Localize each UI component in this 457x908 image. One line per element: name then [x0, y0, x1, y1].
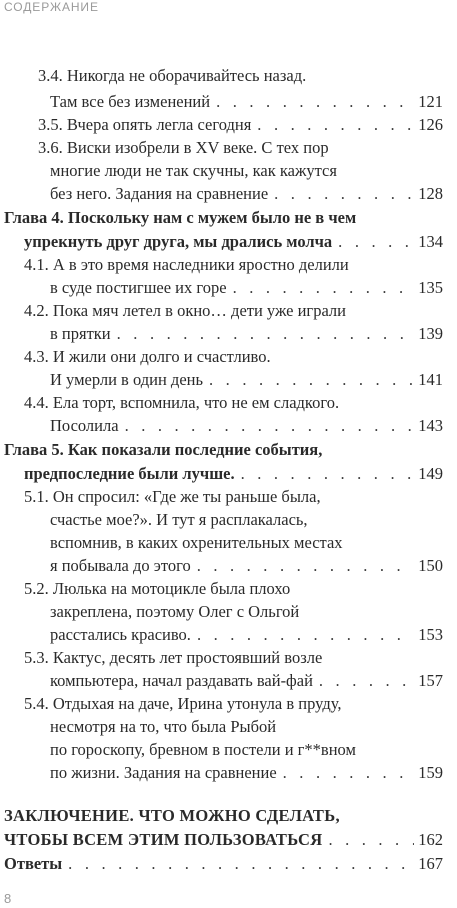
toc-entry-4-4	[50, 414, 443, 438]
toc-entry-5-4-line-3: по гороскопу, бревном в постели и г**вном	[50, 740, 356, 759]
page-number: 141	[418, 370, 443, 389]
leader-dots	[209, 368, 414, 392]
leader-dots	[241, 462, 415, 486]
toc-entry-title: ЧТОБЫ ВСЕМ ЭТИМ ПОЛЬЗОВАТЬСЯ	[4, 830, 323, 849]
running-head: СОДЕРЖАНИЕ	[4, 0, 99, 14]
toc-entry-4-2	[50, 322, 443, 346]
toc-conclusion	[4, 828, 443, 852]
page-number: 135	[418, 278, 443, 297]
toc-entry-title: Посолила	[50, 416, 119, 435]
toc-entry-5-1-line-1: 5.1. Он спросил: «Где же ты раньше была,	[24, 487, 321, 506]
page-number: 143	[418, 416, 443, 435]
toc-chapter-5	[24, 462, 443, 486]
toc-entry-3-6	[50, 182, 443, 206]
toc-entry-5-3-line-1: 5.3. Кактус, десять лет простоявший возле	[24, 648, 323, 667]
toc-entry-title: 3.5. Вчера опять легла сегодня	[38, 115, 252, 134]
toc-entry-4-2-line-1: 4.2. Пока мяч летел в окно… дети уже играли	[24, 301, 346, 320]
page-number: 139	[418, 324, 443, 343]
leader-dots	[233, 276, 415, 300]
page-number: 157	[418, 671, 443, 690]
page-number-folio: 8	[4, 891, 12, 906]
page-number: 159	[418, 763, 443, 782]
toc-entry-title: в прятки	[50, 324, 111, 343]
page-number: 150	[418, 556, 443, 575]
toc-entry-3-6-line-1: 3.6. Виски изобрели в XV веке. С тех пор	[38, 138, 329, 157]
toc-entry-title: компьютера, начал раздавать вай-фай	[50, 671, 313, 690]
toc-entry-title: по жизни. Задания на сравнение	[50, 763, 277, 782]
toc-entry-title: И умерли в один день	[50, 370, 204, 389]
page-number: 149	[418, 464, 443, 483]
leader-dots	[197, 623, 414, 647]
toc-entry-3-5	[38, 113, 443, 137]
toc-entry-5-1-line-2: счастье мое?». И тут я расплакалась,	[50, 510, 308, 529]
toc-entry-4-1	[50, 276, 443, 300]
page-number: 167	[418, 854, 443, 873]
toc-entry-title: Ответы	[4, 854, 63, 873]
toc-conclusion-line-1: ЗАКЛЮЧЕНИЕ. ЧТО МОЖНО СДЕЛАТЬ,	[4, 806, 340, 825]
page-number: 128	[418, 184, 443, 203]
toc-entry-3-6-line-2: многие люди не так скучны, как кажутся	[50, 161, 337, 180]
leader-dots	[328, 828, 414, 852]
toc-entry-5-4-line-2: несмотря на то, что была Рыбой	[50, 717, 277, 736]
toc-entry-3-4-line-1: 3.4. Никогда не оборачивайтесь назад.	[38, 66, 307, 85]
toc-entry-5-3	[50, 669, 443, 693]
leader-dots	[68, 852, 414, 876]
toc-entry-5-2	[50, 623, 443, 647]
toc-entry-title: в суде постигшее их горе	[50, 278, 227, 297]
page-number: 121	[418, 92, 443, 111]
leader-dots	[283, 761, 415, 785]
toc-entry-5-4-line-1: 5.4. Отдыхая на даче, Ирина утонула в пруду,	[24, 694, 342, 713]
toc-entry-3-4	[50, 90, 443, 114]
leader-dots	[125, 414, 415, 438]
leader-dots	[216, 90, 414, 114]
toc-entry-title: без него. Задания на сравнение	[50, 184, 269, 203]
toc-entry-title: упрекнуть друг друга, мы дрались молча	[24, 232, 333, 251]
toc-entry-title: Там все без изменений	[50, 92, 211, 111]
toc-entry-5-1-line-3: вспомнив, в каких охренительных местах	[50, 533, 343, 552]
leader-dots	[197, 554, 415, 578]
toc-entry-5-4	[50, 761, 443, 785]
toc-entry-5-2-line-2: закреплена, поэтому Олег с Ольгой	[50, 602, 300, 621]
toc-entry-4-4-line-1: 4.4. Ела торт, вспомнила, что не ем сладкого.	[24, 393, 340, 412]
page-number: 162	[418, 830, 443, 849]
toc-entry-4-1-line-1: 4.1. А в это время наследники яростно делили	[24, 255, 349, 274]
toc-chapter-5-line-1: Глава 5. Как показали последние события,	[4, 440, 323, 459]
toc-chapter-4	[24, 230, 443, 254]
toc-entry-5-2-line-1: 5.2. Люлька на мотоцикле была плохо	[24, 579, 291, 598]
leader-dots	[117, 322, 415, 346]
leader-dots	[319, 669, 414, 693]
page-number: 153	[418, 625, 443, 644]
toc-entry-4-3	[50, 368, 443, 392]
toc-entry-title: предпоследние были лучше.	[24, 464, 235, 483]
leader-dots	[257, 113, 414, 137]
toc-chapter-4-line-1: Глава 4. Поскольку нам с мужем было не в чем	[4, 208, 357, 227]
toc-entry-5-1	[50, 554, 443, 578]
toc-entry-title: расстались красиво.	[50, 625, 191, 644]
page-number: 134	[418, 232, 443, 251]
page-number: 126	[418, 115, 443, 134]
toc-entry-4-3-line-1: 4.3. И жили они долго и счастливо.	[24, 347, 271, 366]
leader-dots	[338, 230, 414, 254]
toc-entry-title: я побывала до этого	[50, 556, 191, 575]
leader-dots	[274, 182, 414, 206]
toc-answers	[4, 852, 443, 876]
